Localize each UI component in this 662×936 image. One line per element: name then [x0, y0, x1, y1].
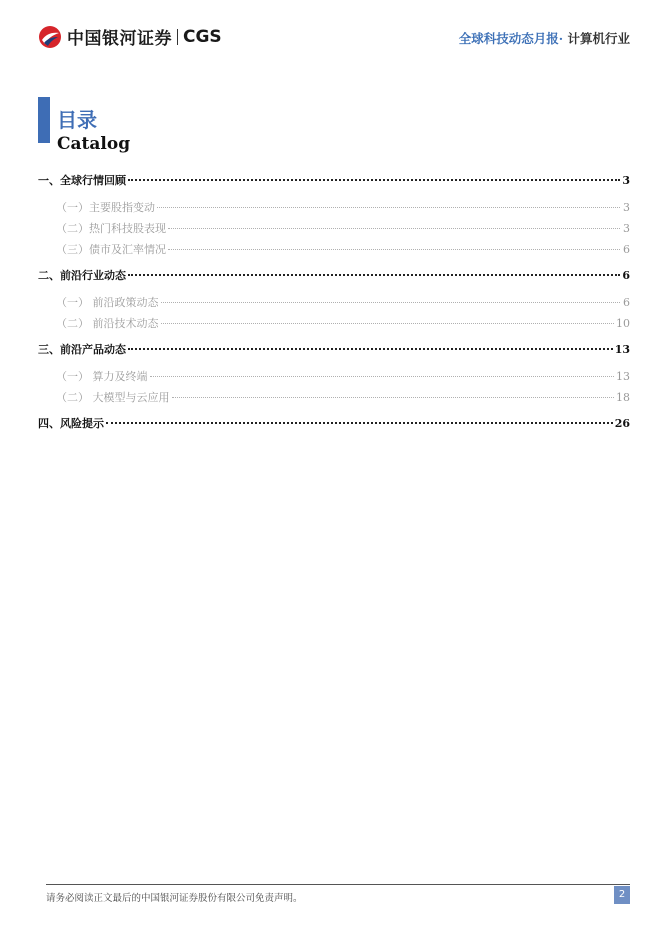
galaxy-logo-icon — [38, 25, 62, 49]
toc-entry-page: 6 — [623, 296, 630, 309]
toc-entry-page: 26 — [614, 417, 630, 430]
toc-entry-section-4[interactable] — [38, 415, 630, 436]
toc-leader-dots — [150, 376, 615, 377]
toc-entry-label: 三、前沿产品动态 — [38, 343, 126, 356]
toc-entry-section-1[interactable] — [38, 172, 630, 193]
report-tag — [459, 29, 630, 47]
footer-divider — [46, 884, 630, 885]
toc-entry-section-3-1[interactable] — [38, 368, 630, 389]
toc-entry-label: （一）主要股指变动 — [56, 201, 155, 214]
toc-leader-dots — [128, 348, 613, 350]
toc-title-cn: 目录 — [57, 108, 97, 132]
toc-leader-dots — [157, 207, 620, 208]
toc-entry-label: （二） 大模型与云应用 — [56, 391, 170, 404]
toc-entry-label: （二）热门科技股表现 — [56, 222, 166, 235]
page-header — [0, 0, 662, 60]
industry-label: 计算机行业 — [567, 31, 630, 46]
toc-entry-page: 13 — [616, 370, 630, 383]
toc-entry-label: 一、全球行情回顾 — [38, 174, 126, 187]
toc-entry-page: 10 — [616, 317, 630, 330]
toc-entry-page: 13 — [614, 343, 630, 356]
toc-leader-dots — [172, 397, 615, 398]
toc-leader-dots — [128, 179, 620, 181]
report-title: 全球科技动态月报· — [458, 31, 564, 46]
toc-entry-section-1-2[interactable] — [38, 220, 630, 241]
toc-entry-label: （一） 算力及终端 — [56, 370, 148, 383]
table-of-contents — [38, 172, 630, 436]
toc-entry-section-3-2[interactable] — [38, 389, 630, 410]
toc-entry-section-3[interactable] — [38, 341, 630, 362]
title-accent-bar — [38, 97, 50, 143]
toc-entry-page: 3 — [623, 222, 630, 235]
toc-entry-label: （一） 前沿政策动态 — [56, 296, 159, 309]
toc-entry-page: 3 — [622, 174, 630, 187]
toc-leader-dots — [161, 323, 615, 324]
logo-english-text: CGS — [183, 26, 222, 47]
cgs-logo — [38, 24, 222, 49]
footer-disclaimer: 请务必阅读正文最后的中国银河证券股份有限公司免责声明。 — [46, 893, 303, 904]
toc-entry-label: 二、前沿行业动态 — [38, 269, 126, 282]
toc-entry-section-2-1[interactable] — [38, 294, 630, 315]
logo-divider — [177, 29, 178, 45]
toc-title-en: Catalog — [57, 134, 131, 154]
page-number-badge: 2 — [614, 886, 630, 904]
logo-chinese-text: 中国银河证券 — [67, 29, 172, 49]
toc-leader-dots — [168, 228, 620, 229]
toc-entry-label: （三）债市及汇率情况 — [56, 243, 166, 256]
toc-leader-dots — [161, 302, 621, 303]
toc-leader-dots — [106, 422, 613, 424]
toc-leader-dots — [128, 274, 620, 276]
toc-entry-label: （二） 前沿技术动态 — [56, 317, 159, 330]
toc-entry-section-1-1[interactable] — [38, 199, 630, 220]
toc-entry-page: 6 — [623, 243, 630, 256]
toc-entry-page: 18 — [616, 391, 630, 404]
toc-entry-page: 6 — [622, 269, 630, 282]
toc-entry-page: 3 — [623, 201, 630, 214]
toc-entry-section-1-3[interactable] — [38, 241, 630, 262]
toc-entry-section-2[interactable] — [38, 267, 630, 288]
toc-leader-dots — [168, 249, 620, 250]
toc-entry-section-2-2[interactable] — [38, 315, 630, 336]
toc-entry-label: 四、风险提示 — [38, 417, 104, 430]
